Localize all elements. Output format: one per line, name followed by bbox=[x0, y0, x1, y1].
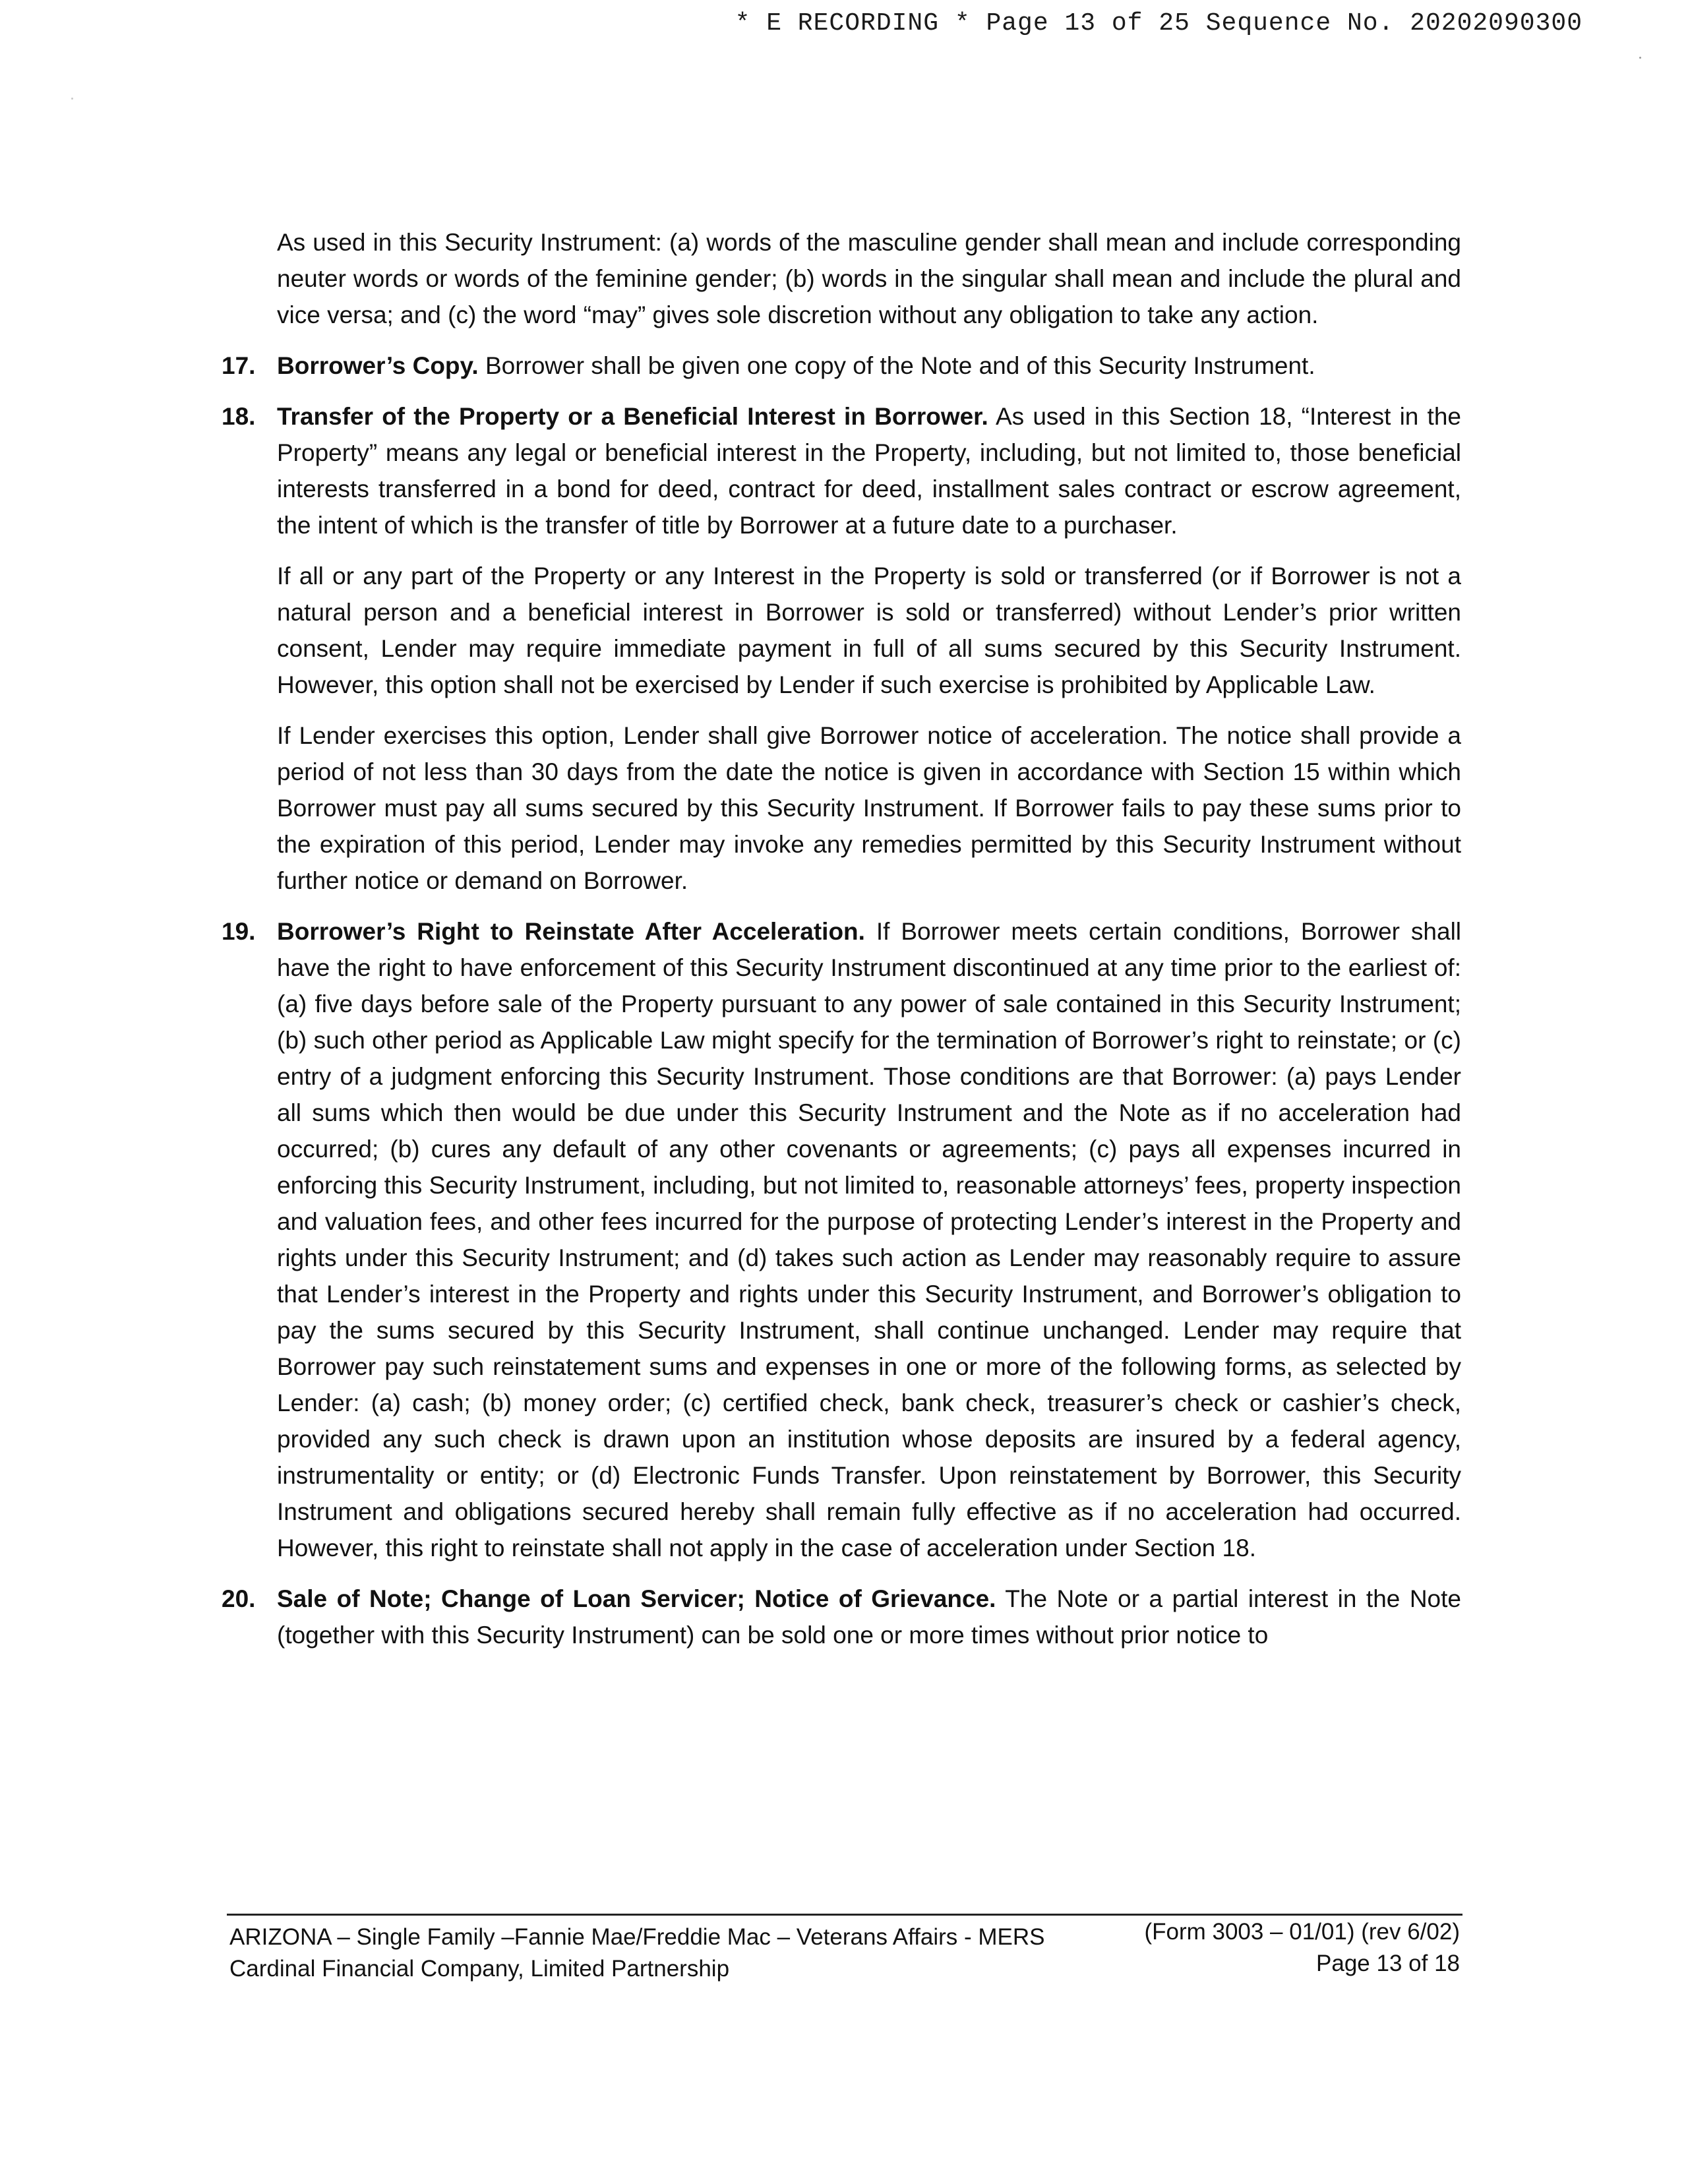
section-text: As used in this Section 18, “Interest in the Property” means any legal or beneficial interest in the Property, including, but not limited to, those beneficial interests transferred in a bond for deed, contract for deed, installment sales contract or escrow agreement, the intent of which is the transfer of title by Borrower at a future date to a purchaser. bbox=[277, 403, 1461, 539]
section-body bbox=[277, 1581, 1461, 1653]
section-number: 20. bbox=[222, 1585, 256, 1612]
section-body bbox=[277, 913, 1461, 1566]
footer-page-label: Page 13 of 18 bbox=[1316, 1951, 1460, 1976]
footer-left bbox=[229, 1922, 1045, 1985]
section-title: Borrower’s Right to Reinstate After Acceleration. bbox=[277, 918, 865, 945]
footer-right bbox=[1144, 1916, 1460, 1980]
section-18 bbox=[222, 398, 1461, 899]
section-number: 17. bbox=[222, 352, 256, 379]
section-text: If Borrower meets certain conditions, Borrower shall have the right to have enforcement of this Security Instrument discontinued at any time prior to the earliest of: (a) five days before sale of the Property pursuant to any power of sale contained in this Security Instrument; (b) such other period as Applicable Law might specify for the termination of Borrower’s right to reinstate; or (c) entry of a judgment enforcing this Security Instrument. Those conditions are that Borrower: (a) pays Lender all sums which then would be due under this Security Instrument and the Note as if no acceleration had occurred; (b) cures any default of any other covenants or agreements; (c) pays all expenses incurred in enforcing this Security Instrument, including, but not limited to, reasonable attorneys’ fees, property inspection and valuation fees, and other fees incurred for the purpose of protecting Lender’s interest in the Property and rights under this Security Instrument; and (d) takes such action as Lender may reasonably require to assure that Lender’s interest in the Property and rights under this Security Instrument, and Borrower’s obligation to pay the sums secured by this Security Instrument, shall continue unchanged. Lender may require that Borrower pay such reinstatement sums and expenses in one or more of the following forms, as selected by Lender: (a) cash; (b) money order; (c) certified check, bank check, treasurer’s check or cashier’s check, provided any such check is drawn upon an institution whose deposits are insured by a federal agency, instrumentality or entity; or (d) Electronic Funds Transfer. Upon reinstatement by Borrower, this Security Instrument and obligations secured hereby shall remain fully effective as if no acceleration had occurred. However, this right to reinstate shall not apply in the case of acceleration under Section 18. bbox=[277, 918, 1462, 1562]
section-title: Borrower’s Copy. bbox=[277, 352, 479, 379]
footer-form-number: (Form 3003 – 01/01) (rev 6/02) bbox=[1144, 1919, 1460, 1945]
section-paragraph bbox=[277, 398, 1461, 543]
scan-speck bbox=[1639, 57, 1641, 59]
section-paragraph: If all or any part of the Property or any Interest in the Property is sold or transferred (or if Borrower is not a natural person and a beneficial interest in Borrower is sold or transferred) without Lender’s prior written consent, Lender may require immediate payment in full of all sums secured by this Security Instrument. However, this option shall not be exercised by Lender if such exercise is prohibited by Applicable Law. bbox=[277, 562, 1461, 698]
section-text: The Note or a partial interest in the Note (together with this Security Instrument) can be sold one or more times without prior notice to bbox=[277, 1585, 1461, 1649]
section-text: Borrower shall be given one copy of the Note and of this Security Instrument. bbox=[485, 352, 1315, 379]
section-body bbox=[277, 348, 1461, 384]
intro-paragraph: As used in this Security Instrument: (a) words of the masculine gender shall mean and include corresponding neuter words or words of the feminine gender; (b) words in the singular shall mean and include the plural and vice versa; and (c) the word “may” gives sole discretion without any obligation to take any action. bbox=[277, 229, 1461, 328]
section-paragraph: If Lender exercises this option, Lender shall give Borrower notice of acceleration. The notice shall provide a period of not less than 30 days from the date the notice is given in accordance with Section 15 within which Borrower must pay all sums secured by this Security Instrument. If Borrower fails to pay these sums prior to the expiration of this period, Lender may invoke any remedies permitted by this Security Instrument without further notice or demand on Borrower. bbox=[277, 722, 1461, 894]
section-19 bbox=[222, 913, 1461, 1566]
recording-stamp: * E RECORDING * Page 13 of 25 Sequence No. 20202090300 bbox=[735, 9, 1582, 38]
footer-form-line: ARIZONA – Single Family –Fannie Mae/Freddie Mac – Veterans Affairs - MERS bbox=[229, 1924, 1045, 1950]
footer-company: Cardinal Financial Company, Limited Partnership bbox=[229, 1956, 730, 1982]
section-title: Sale of Note; Change of Loan Servicer; Notice of Grievance. bbox=[277, 1585, 996, 1612]
footer-divider bbox=[227, 1914, 1462, 1916]
section-paragraph bbox=[277, 1581, 1461, 1653]
section-body bbox=[277, 398, 1461, 899]
section-17 bbox=[222, 348, 1461, 384]
section-title: Transfer of the Property or a Beneficial Interest in Borrower. bbox=[277, 403, 988, 430]
section-number: 18. bbox=[222, 403, 256, 430]
section-paragraph bbox=[277, 348, 1461, 384]
section-number: 19. bbox=[222, 918, 256, 945]
scan-speck bbox=[71, 98, 73, 100]
section-20 bbox=[222, 1581, 1461, 1653]
document-body bbox=[222, 224, 1461, 1668]
section-paragraph bbox=[277, 913, 1461, 1566]
